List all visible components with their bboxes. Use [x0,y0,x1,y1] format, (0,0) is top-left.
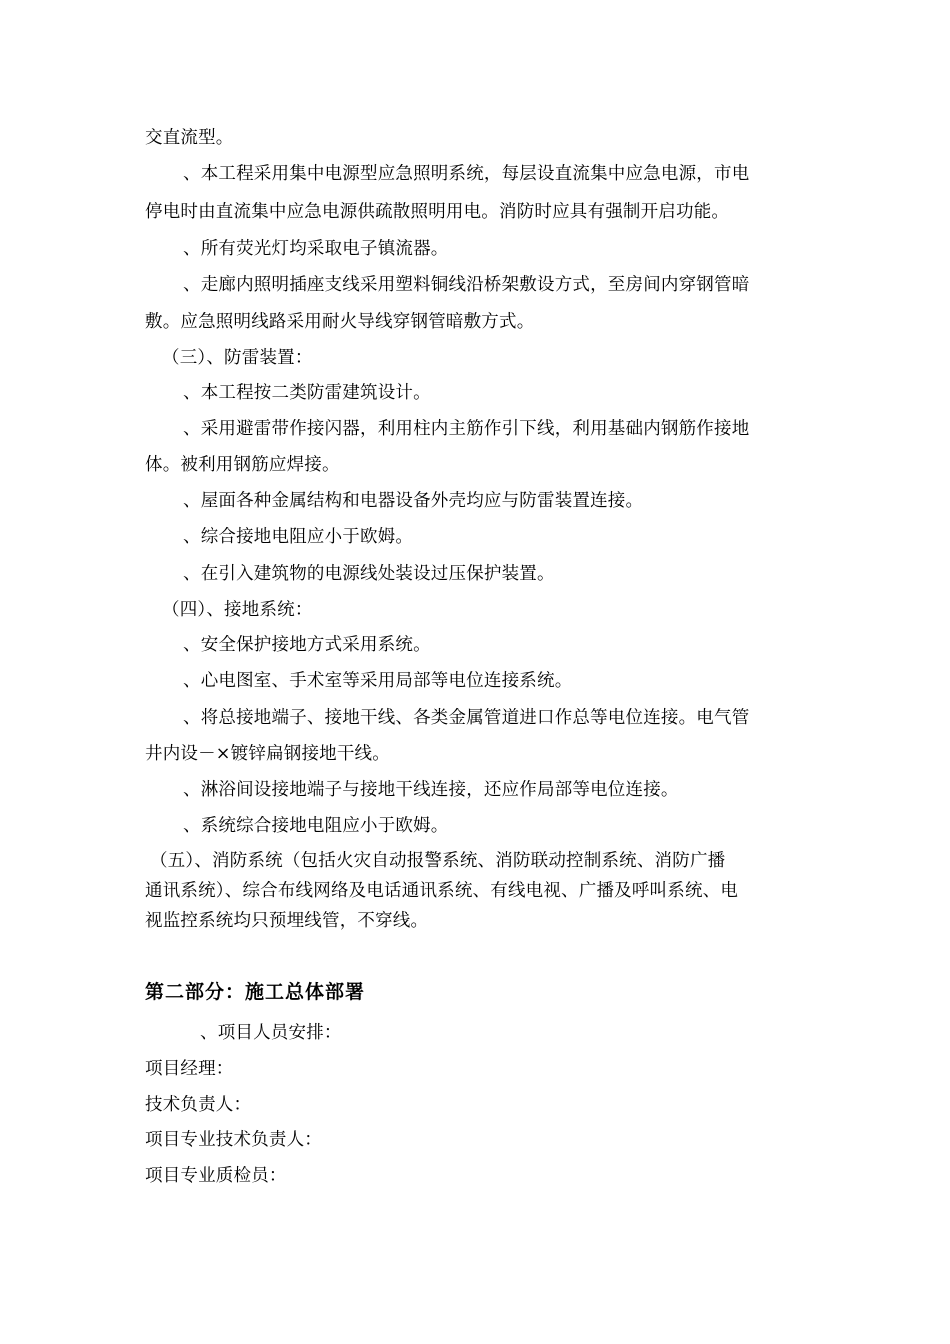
paragraph-line: 、系统综合接地电阻应小于欧姆。 [183,816,449,836]
paragraph-line: 、安全保护接地方式采用系统。 [183,635,431,655]
paragraph-line: 通讯系统）、综合布线网络及电话通讯系统、有线电视、广播及呼叫系统、电 [145,881,739,901]
paragraph-line: 、屋面各种金属结构和电器设备外壳均应与防雷装置连接。 [183,491,644,511]
paragraph-line: 、走廊内照明插座支线采用塑料铜线沿桥架敷设方式，至房间内穿钢管暗 [183,275,750,295]
paragraph-line: 、在引入建筑物的电源线处装设过压保护装置。 [183,564,555,584]
subsection-heading: （四）、接地系统： [162,600,313,620]
list-item: 项目经理： [145,1059,234,1079]
paragraph-line: 、淋浴间设接地端子与接地干线连接，还应作局部等电位连接。 [183,780,679,800]
paragraph-line: 、心电图室、手术室等采用局部等电位连接系统。 [183,671,573,691]
paragraph-line: 、所有荧光灯均采取电子镇流器。 [183,239,449,259]
list-item: 项目专业质检员： [145,1166,287,1186]
subsection-heading: （三）、防雷装置： [162,348,313,368]
paragraph-line: 、本工程采用集中电源型应急照明系统，每层设直流集中应急电源，市电 [183,164,750,184]
paragraph-line: 交直流型。 [145,128,234,148]
paragraph-line: 井内设－×镀锌扁钢接地干线。 [145,744,390,764]
paragraph-line: 敷。应急照明线路采用耐火导线穿钢管暗敷方式。 [145,312,535,332]
section-title: 第二部分：施工总体部署 [145,981,366,1003]
list-item: 技术负责人： [145,1095,252,1115]
list-item: 项目专业技术负责人： [145,1130,322,1150]
paragraph-line: 、本工程按二类防雷建筑设计。 [183,383,431,403]
list-item: 、项目人员安排： [200,1023,342,1043]
paragraph-line: 停电时由直流集中应急电源供疏散照明用电。消防时应具有强制开启功能。 [145,202,730,222]
paragraph-line: 体。被利用钢筋应焊接。 [145,455,340,475]
paragraph-line: （五）、消防系统（包括火灾自动报警系统、消防联动控制系统、消防广播 [150,851,726,871]
paragraph-line: 、采用避雷带作接闪器，利用柱内主筋作引下线，利用基础内钢筋作接地 [183,419,750,439]
paragraph-line: 、综合接地电阻应小于欧姆。 [183,527,414,547]
paragraph-line: 视监控系统均只预埋线管，不穿线。 [145,911,429,931]
paragraph-line: 、将总接地端子、接地干线、各类金属管道进口作总等电位连接。电气管 [183,708,750,728]
